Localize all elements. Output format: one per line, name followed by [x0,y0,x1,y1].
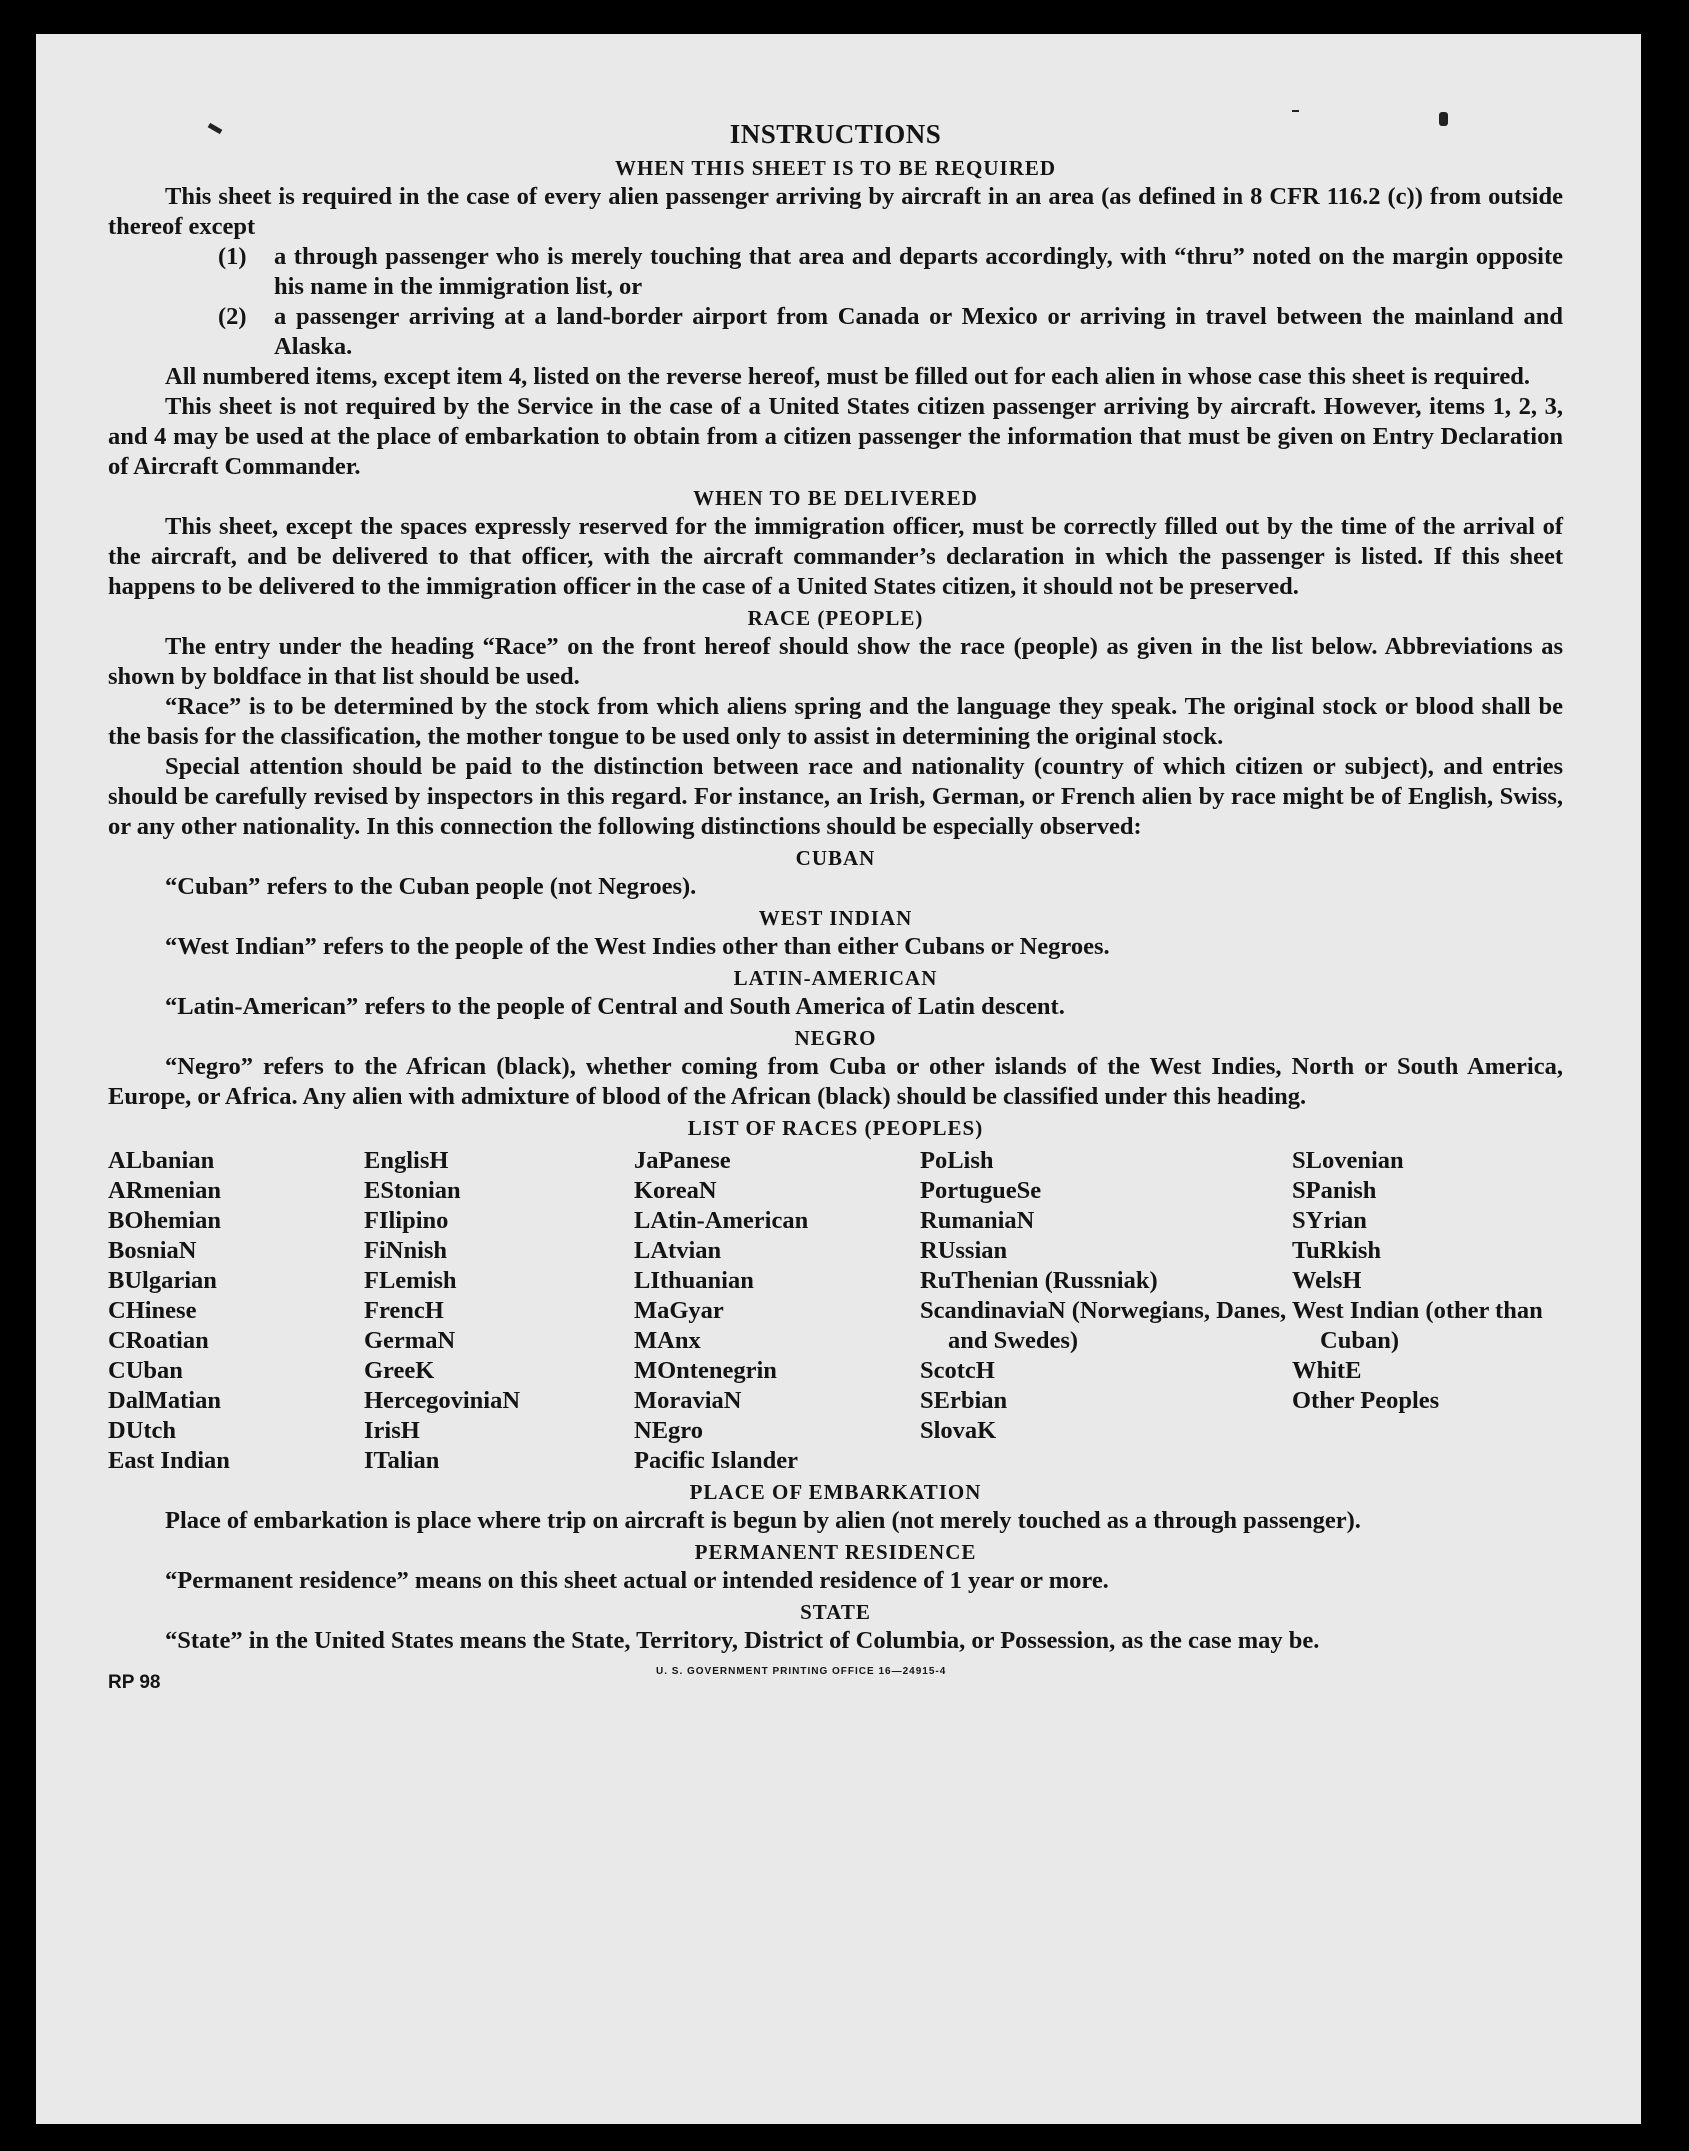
race-item: MOntenegrin [634,1357,777,1384]
residence-paragraph: “Permanent residence” means on this sheet actual or intended residence of 1 year or more. [165,1567,1109,1594]
race-item: RuThenian (Russniak) [920,1267,1158,1294]
race-item: FLemish [364,1267,457,1294]
race-item: WhitE [1292,1357,1362,1384]
page-footer [108,1666,1563,1696]
race-column [364,1146,634,1476]
race-item: RUssian [920,1237,1008,1264]
race-item: MoraviaN [634,1387,742,1414]
race-item: BOhemian [108,1207,221,1234]
race-item: JaPanese [634,1147,731,1174]
race-item: KoreaN [634,1177,717,1204]
item-number: (1) [218,243,247,270]
numbered-item [108,242,1563,302]
heading-west-indian: WEST INDIAN [758,906,913,930]
race-item: BUlgarian [108,1267,217,1294]
race-item: East Indian [108,1447,230,1474]
race-item: IrisH [364,1417,420,1444]
race-item: DalMatian [108,1387,221,1414]
race-item: MAnx [634,1327,701,1354]
document-page [36,34,1641,2124]
cuban-paragraph: “Cuban” refers to the Cuban people (not Negroes). [165,873,697,900]
form-code: RP 98 [108,1672,161,1693]
race-item: West Indian (other than Cuban) [1292,1297,1543,1354]
race-item: SYrian [1292,1207,1367,1234]
race-item: TuRkish [1292,1237,1382,1264]
race-paragraph-1: The entry under the heading “Race” on the front hereof should show the race (people) as given in the list below. Abbreviations as shown by boldface in that list should be used. [108,633,1563,690]
race-item: ALbanian [108,1147,215,1174]
heading-negro: NEGRO [794,1026,877,1050]
race-column [1292,1146,1563,1476]
page-title: INSTRUCTIONS [729,119,942,149]
race-paragraph-3: Special attention should be paid to the distinction between race and nationality (country of which citizen or subject), and entries should be carefully revised by inspectors in this regard. For instance, an Irish, German, or French alien by race might be of English, Swiss, or any other nationality. In this connection the following distinctions should be especially observed: [108,753,1563,840]
race-item: LAtvian [634,1237,722,1264]
race-item: EStonian [364,1177,461,1204]
race-item: PoLish [920,1147,994,1174]
race-item: Pacific Islander [634,1447,798,1474]
scan-speck [1292,110,1299,112]
required-paragraph: All numbered items, except item 4, listed on the reverse hereof, must be filled out for each alien in whose case this sheet is required. [165,363,1531,390]
heading-cuban: CUBAN [795,846,876,870]
race-item: FrencH [364,1297,444,1324]
citizen-paragraph: This sheet is not required by the Service in the case of a United States citizen passenger arriving by aircraft. However, items 1, 2, 3, and 4 may be used at the place of embarkation to obtain from a citizen passenger the information that must be given on Entry Declaration of Aircraft Commander. [108,393,1563,480]
heading-when-delivered: WHEN TO BE DELIVERED [693,486,978,510]
negro-paragraph: “Negro” refers to the African (black), whether coming from Cuba or other islands of the West Indies, North or South America, Europe, or Africa. Any alien with admixture of blood of the African (black) should be classified under this heading. [108,1053,1563,1110]
item-text: a through passenger who is merely touching that area and departs accordingly, with “thru” noted on the margin opposite his name in the immigration list, or [274,243,1563,300]
race-item: ITalian [364,1447,440,1474]
race-column [634,1146,920,1476]
race-item: WelsH [1292,1267,1362,1294]
race-item: LIthuanian [634,1267,754,1294]
heading-place-of-embarkation: PLACE OF EMBARKATION [689,1480,982,1504]
race-item: ScandinaviaN (Norwegians, Danes, and Swedes) [920,1297,1287,1354]
heading-permanent-residence: PERMANENT RESIDENCE [694,1540,977,1564]
race-item: MaGyar [634,1297,724,1324]
race-item: ScotcH [920,1357,995,1384]
item-text: a passenger arriving at a land-border airport from Canada or Mexico or arriving in travel between the mainland and Alaska. [274,303,1563,360]
race-item: DUtch [108,1417,177,1444]
race-item: SErbian [920,1387,1008,1414]
race-item: HercegoviniaN [364,1387,521,1414]
race-column [920,1146,1292,1476]
heading-when-required: WHEN THIS SHEET IS TO BE REQUIRED [614,156,1057,180]
race-item: SLovenian [1292,1147,1404,1174]
race-item: BosniaN [108,1237,197,1264]
race-item: Other Peoples [1292,1387,1440,1414]
heading-state: STATE [800,1600,871,1624]
race-item: FiNnish [364,1237,448,1264]
latin-american-paragraph: “Latin-American” refers to the people of Central and South America of Latin descent. [165,993,1065,1020]
numbered-item [108,302,1563,362]
race-item: CUban [108,1357,183,1384]
race-item: ARmenian [108,1177,221,1204]
race-list [108,1146,1563,1476]
state-paragraph: “State” in the United States means the State, Territory, District of Columbia, or Possession, as the case may be. [165,1627,1320,1654]
instructions-body [108,118,1563,1696]
heading-latin-american: LATIN-AMERICAN [733,966,938,990]
race-item: EnglisH [364,1147,449,1174]
race-paragraph-2: “Race” is to be determined by the stock from which aliens spring and the language they speak. The original stock or blood shall be the basis for the classification, the mother tongue to be used only to assist in determining the original stock. [108,693,1563,750]
race-item: SPanish [1292,1177,1377,1204]
race-item: CRoatian [108,1327,209,1354]
printer-imprint: U. S. GOVERNMENT PRINTING OFFICE 16—24915-4 [656,1666,947,1677]
race-item: NEgro [634,1417,703,1444]
race-item: FIlipino [364,1207,449,1234]
race-item: SlovaK [920,1417,997,1444]
embarkation-paragraph: Place of embarkation is place where trip on aircraft is begun by alien (not merely touched as a through passenger). [165,1507,1361,1534]
heading-race: RACE (PEOPLE) [747,606,924,630]
item-number: (2) [218,303,247,330]
race-item: PortugueSe [920,1177,1042,1204]
delivered-paragraph: This sheet, except the spaces expressly reserved for the immigration officer, must be correctly filled out by the time of the arrival of the aircraft, and be delivered to that officer, with the aircraft commander’s declaration in which the passenger is listed. If this sheet happens to be delivered to the immigration officer in the case of a United States citizen, it should not be preserved. [108,513,1563,600]
race-item: GermaN [364,1327,456,1354]
race-item: LAtin-American [634,1207,809,1234]
heading-list-of-races: LIST OF RACES (PEOPLES) [687,1116,984,1140]
race-column [108,1146,364,1476]
required-intro: This sheet is required in the case of every alien passenger arriving by aircraft in an area (as defined in 8 CFR 116.2 (c)) from outside thereof except [108,183,1563,240]
race-item: RumaniaN [920,1207,1035,1234]
race-item: CHinese [108,1297,197,1324]
west-indian-paragraph: “West Indian” refers to the people of the West Indies other than either Cubans or Negroes. [165,933,1110,960]
race-item: GreeK [364,1357,435,1384]
